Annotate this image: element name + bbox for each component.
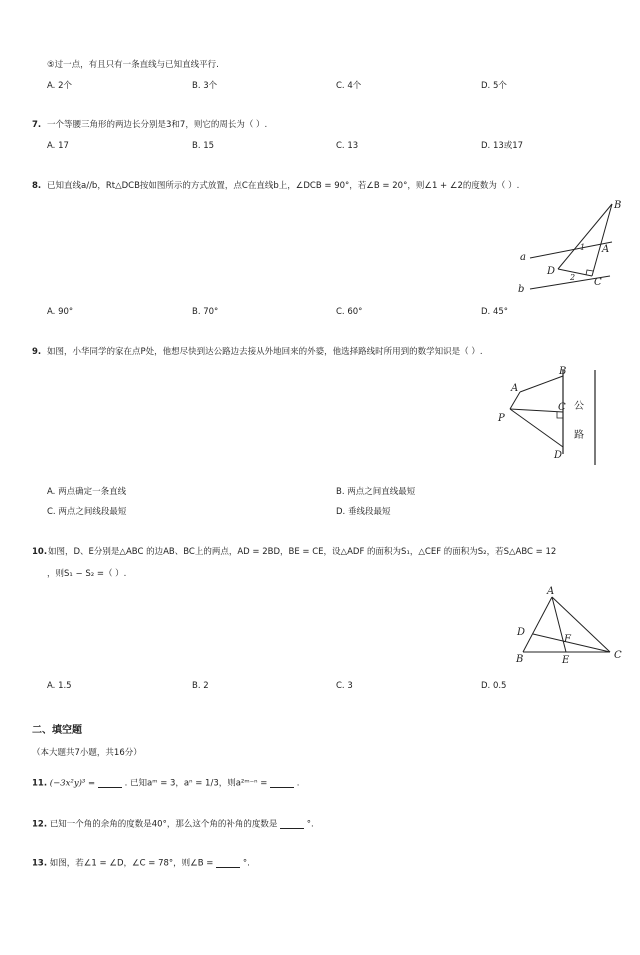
q13-line xyxy=(32,859,250,868)
q10-option-b: B. 2 xyxy=(192,681,209,691)
q12-number: 12. xyxy=(32,819,48,830)
q11-number: 11. xyxy=(32,778,48,789)
q10-option-c: C. 3 xyxy=(336,681,353,691)
q5-option-d: D. 5个 xyxy=(481,81,507,91)
q12-text: 已知一个角的余角的度数是40°，那么这个角的补角的度数是 xyxy=(49,819,278,830)
q5-option-b: B. 3个 xyxy=(192,81,218,91)
q8-label-d-point: D xyxy=(547,266,556,277)
q13-blank[interactable] xyxy=(216,859,240,868)
q9-text: 如图，小华同学的家在点P处，他想尽快到达公路边去接从外地回来的外婆，他选择路线时所用到的数学知识是（ ）. xyxy=(47,347,483,357)
q9-option-d: D. 垂线段最短 xyxy=(336,507,391,517)
q7-number: 7. xyxy=(32,120,42,130)
q10-label-c: C xyxy=(614,650,622,661)
q12-blank[interactable] xyxy=(280,820,304,829)
q5-option-a: A. 2个 xyxy=(47,81,72,91)
q10-figure xyxy=(510,584,630,669)
q9-option-b: B. 两点之间直线最短 xyxy=(336,487,416,497)
q13-end: °. xyxy=(242,858,250,869)
q11-blank-2[interactable] xyxy=(270,779,294,788)
q8-option-c: C. 60° xyxy=(336,307,363,317)
q7-option-a: A. 17 xyxy=(47,141,69,151)
q12-end: °. xyxy=(306,819,314,830)
q8-label-a-point: A xyxy=(602,244,610,255)
q10-text-line1: 如图，D、E分别是△ABC 的边AB、BC上的两点，AD = 2BD，BE = CE，设△ADF 的面积为S₁，△CEF 的面积为S₂，若S△ABC = 12 xyxy=(48,547,557,557)
q8-option-b: B. 70° xyxy=(192,307,219,317)
q8-angle-2: 2 xyxy=(570,273,576,282)
q7-option-d: D. 13或17 xyxy=(481,141,524,151)
q11-end: . xyxy=(296,778,300,789)
q9-figure xyxy=(495,362,610,472)
q5-statement-5: ⑤过一点，有且只有一条直线与已知直线平行. xyxy=(47,60,219,70)
q8-label-line-a: a xyxy=(520,252,526,263)
q9-label-b: B xyxy=(559,366,567,377)
q11-line xyxy=(32,779,299,788)
q8-figure xyxy=(510,196,625,296)
q9-label-a: A xyxy=(511,383,519,394)
q10-label-d: D xyxy=(517,627,526,638)
q10-option-d: D. 0.5 xyxy=(481,681,507,691)
q9-label-p: P xyxy=(498,413,505,424)
q10-number: 10. xyxy=(32,547,48,557)
q10-label-a: A xyxy=(547,586,555,597)
q7-option-b: B. 15 xyxy=(192,141,215,151)
q8-option-d: D. 45° xyxy=(481,307,509,317)
q9-label-d: D xyxy=(554,450,563,461)
q11-part2: . 已知aᵐ = 3，aⁿ = 1/3，则a²ᵐ⁻ⁿ = xyxy=(124,778,268,789)
q7-option-c: C. 13 xyxy=(336,141,359,151)
q13-number: 13. xyxy=(32,858,48,869)
q9-number: 9. xyxy=(32,347,42,357)
q8-number: 8. xyxy=(32,181,42,191)
q12-line xyxy=(32,820,314,829)
q11-blank-1[interactable] xyxy=(98,779,122,788)
q11-part1: (−3x²y)³ = xyxy=(49,778,96,789)
q8-label-c-point: C xyxy=(594,277,602,288)
q10-option-a: A. 1.5 xyxy=(47,681,72,691)
q9-option-c: C. 两点之间线段最短 xyxy=(47,507,127,517)
q13-text: 如图，若∠1 = ∠D，∠C = 78°，则∠B = xyxy=(49,858,214,869)
q8-label-line-b: b xyxy=(518,284,525,295)
q10-label-f: F xyxy=(564,634,571,645)
q8-label-b-point: B xyxy=(614,200,622,211)
q9-option-a: A. 两点确定一条直线 xyxy=(47,487,127,497)
q9-label-c: C xyxy=(558,402,566,413)
q10-text-line2: ，则S₁ − S₂ =（ ）. xyxy=(47,569,127,579)
q5-option-c: C. 4个 xyxy=(336,81,362,91)
q8-angle-1: 1 xyxy=(580,243,586,252)
q8-option-a: A. 90° xyxy=(47,307,74,317)
section-subtitle: （本大题共7小题，共16分） xyxy=(32,748,142,758)
q10-label-e: E xyxy=(562,655,570,666)
q9-road-char-2: 路 xyxy=(574,430,584,441)
q7-text: 一个等腰三角形的两边长分别是3和7，则它的周长为（ ）. xyxy=(47,120,268,130)
q9-road-char-1: 公 xyxy=(574,401,584,412)
section-title: 二、填空题 xyxy=(32,725,82,736)
q10-label-b: B xyxy=(516,654,524,665)
q8-text: 已知直线a//b，Rt△DCB按如图所示的方式放置，点C在直线b上，∠DCB = 90°，若∠B = 20°，则∠1 + ∠2的度数为（ ）. xyxy=(47,181,520,191)
